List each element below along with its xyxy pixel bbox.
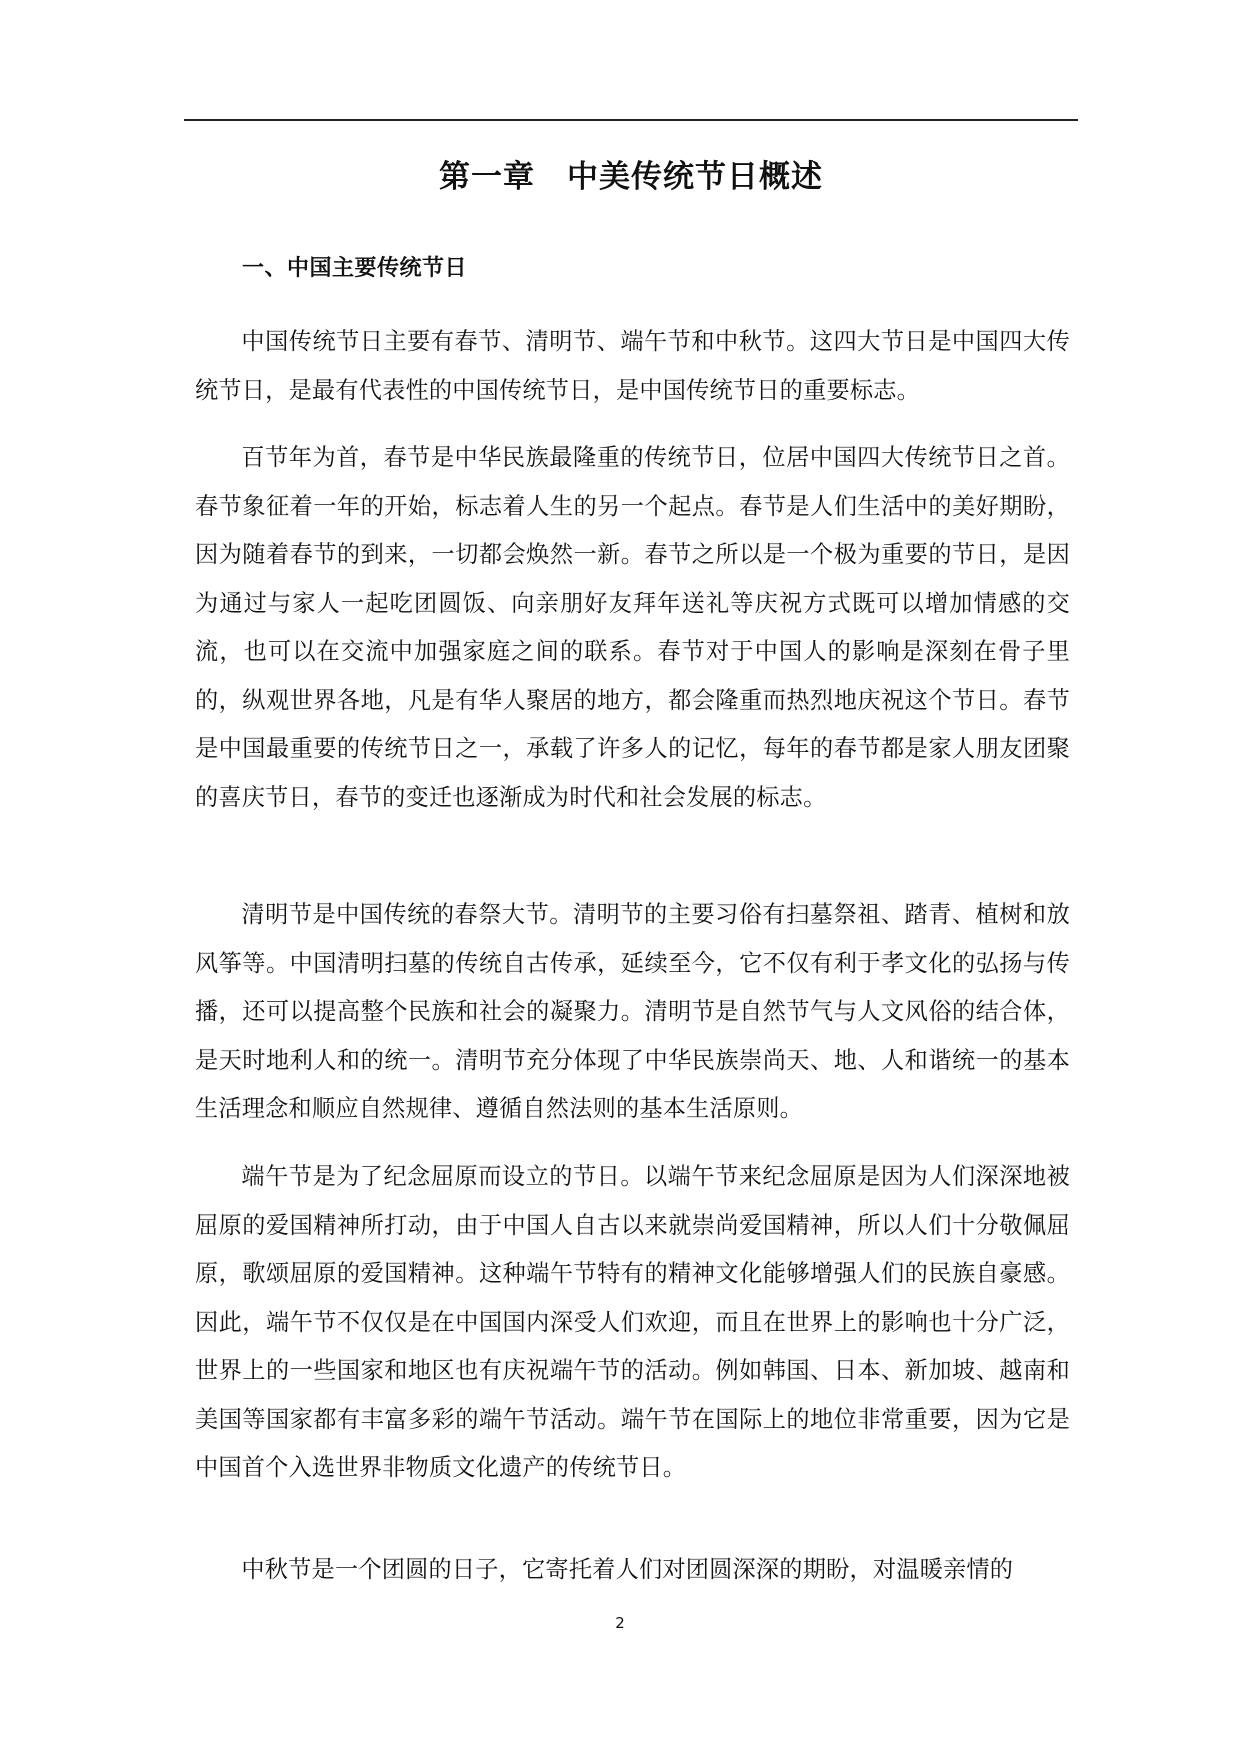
paragraph-intro: 中国传统节日主要有春节、清明节、端午节和中秋节。这四大节日是中国四大传统节日，是最有代表性的中国传统节日，是中国传统节日的重要标志。 <box>195 328 1070 404</box>
page-number: 2 <box>615 1614 625 1632</box>
paragraph-spring-festival: 百节年为首，春节是中华民族最隆重的传统节日，位居中国四大传统节日之首。春节象征着一年的开始，标志着人生的另一个起点。春节是人们生活中的美好期盼，因为随着春节的到来，一切都会焕然一新。春节之所以是一个极为重要的节日，是因为通过与家人一起吃团圆饭、向亲朋好友拜年送礼等庆祝方式既可以增加情感的交流，也可以在交流中加强家庭之间的联系。春节对于中国人的影响是深刻在骨子里的，纵观世界各地，凡是有华人聚居的地方，都会隆重而热烈地庆祝这个节日。春节是中国最重要的传统节日之一，承载了许多人的记忆，每年的春节都是家人朋友团聚的喜庆节日，春节的变迁也逐渐成为时代和社会发展的标志。 <box>195 444 1070 811</box>
header-rule <box>184 119 1078 121</box>
paragraph-qingming: 清明节是中国传统的春祭大节。清明节的主要习俗有扫墓祭祖、踏青、植树和放风筝等。中国清明扫墓的传统自古传承，延续至今，它不仅有利于孝文化的弘扬与传播，还可以提高整个民族和社会的凝聚力。清明节是自然节气与人文风俗的结合体，是天时地利人和的统一。清明节充分体现了中华民族崇尚天、地、人和谐统一的基本生活理念和顺应自然规律、遵循自然法则的基本生活原则。 <box>195 901 1070 1122</box>
chapter-title: 第一章 中美传统节日概述 <box>439 159 823 195</box>
section-heading: 一、中国主要传统节日 <box>242 256 468 281</box>
paragraph-mid-autumn: 中秋节是一个团圆的日子，它寄托着人们对团圆深深的期盼，对温暖亲情的 <box>241 1556 1014 1583</box>
paragraph-dragon-boat: 端午节是为了纪念屈原而设立的节日。以端午节来纪念屈原是因为人们深深地被屈原的爱国精神所打动，由于中国人自古以来就崇尚爱国精神，所以人们十分敬佩屈原，歌颂屈原的爱国精神。这种端午节特有的精神文化能够增强人们的民族自豪感。因此，端午节不仅仅是在中国国内深受人们欢迎，而且在世界上的影响也十分广泛，世界上的一些国家和地区也有庆祝端午节的活动。例如韩国、日本、新加坡、越南和美国等国家都有丰富多彩的端午节活动。端午节在国际上的地位非常重要，因为它是中国首个入选世界非物质文化遗产的传统节日。 <box>195 1163 1070 1481</box>
